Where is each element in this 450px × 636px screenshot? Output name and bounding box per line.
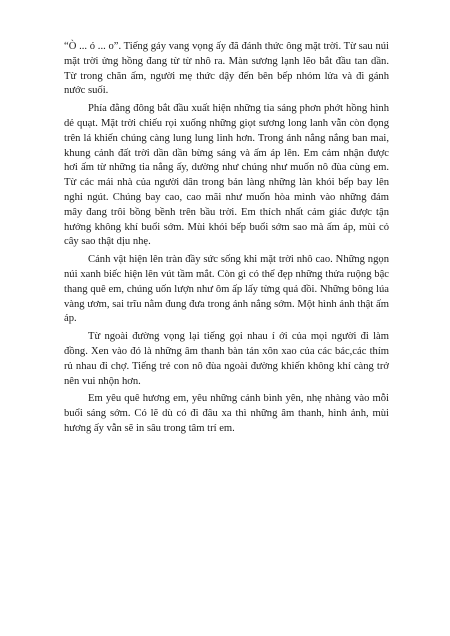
- paragraph-5: Em yêu quê hương em, yêu những cảnh bình yên, nhẹ nhàng vào mỗi buổi sáng sớm. Có lẽ dù có đi đâu xa thì những âm thanh, hình ảnh, mùi hương ấy vẫn sẽ in sâu trong tâm trí em.: [64, 393, 389, 434]
- paragraph-3: Cánh vật hiện lên tràn đầy sức sống khi mặt trời nhô cao. Những ngọn núi xanh biếc hiện lên vút tầm mắt. Còn gì có thể đẹp những thửa ruộng bậc thang quê em, chúng uốn lượn như ôm ấp lấy từng quả đồi. Những bông lúa vàng ươm, sai trĩu nằm đung đưa trong ánh nắng sớm. Một hình ảnh thật ấm áp.: [64, 254, 389, 325]
- paragraph-4: Từ ngoài đường vọng lại tiếng gọi nhau í ới của mọi người đi làm đồng. Xen vào đó là những âm thanh bàn tán xôn xao của các bác,các thím rủ nhau đi chợ. Tiếng trẻ con nô đùa ngoài đường khiến không khí càng trở nên vui nhộn hơn.: [64, 331, 389, 387]
- paragraph-2: Phía đằng đông bắt đầu xuất hiện những tia sáng phơn phớt hồng hình dẻ quạt. Mặt trời chiếu rọi xuống những giọt sương long lanh vẫn còn đọng trên lá khiến chúng càng lung lung linh hơn. Trong ánh nắng nắng ban mai, khung cảnh đất trời dần dần bừng sáng và ấm áp lên. Em cảm nhận được hơi ấm từ những tia nắng ấy, dường như chúng như muốn nô đùa cùng em. Từ các mái nhà của người dân trong bản làng những làn khói bếp bay lên nghi ngút. Chúng bay cao, cao mãi như muốn hòa mình vào những đám mây đang trôi bồng bềnh trên bầu trời. Em thích nhất cảm giác được tận hưởng không khí buổi sớm. Mùi khói bếp buổi sớm sao mà ấm áp, mùi cỏ cây sao thật dịu nhẹ.: [64, 103, 389, 248]
- essay-body: [64, 40, 389, 440]
- paragraph-1: “Ò ... ó ... o”. Tiếng gáy vang vọng ấy đã đánh thức ông mặt trời. Từ sau núi mặt trời ửng hồng đang từ từ nhô ra. Màn sương lạnh lẽo bắt đầu tan dần. Từ trong chăn ấm, người mẹ thức dậy đến bên bếp nhóm lửa và đi gánh nước suối.: [64, 41, 389, 97]
